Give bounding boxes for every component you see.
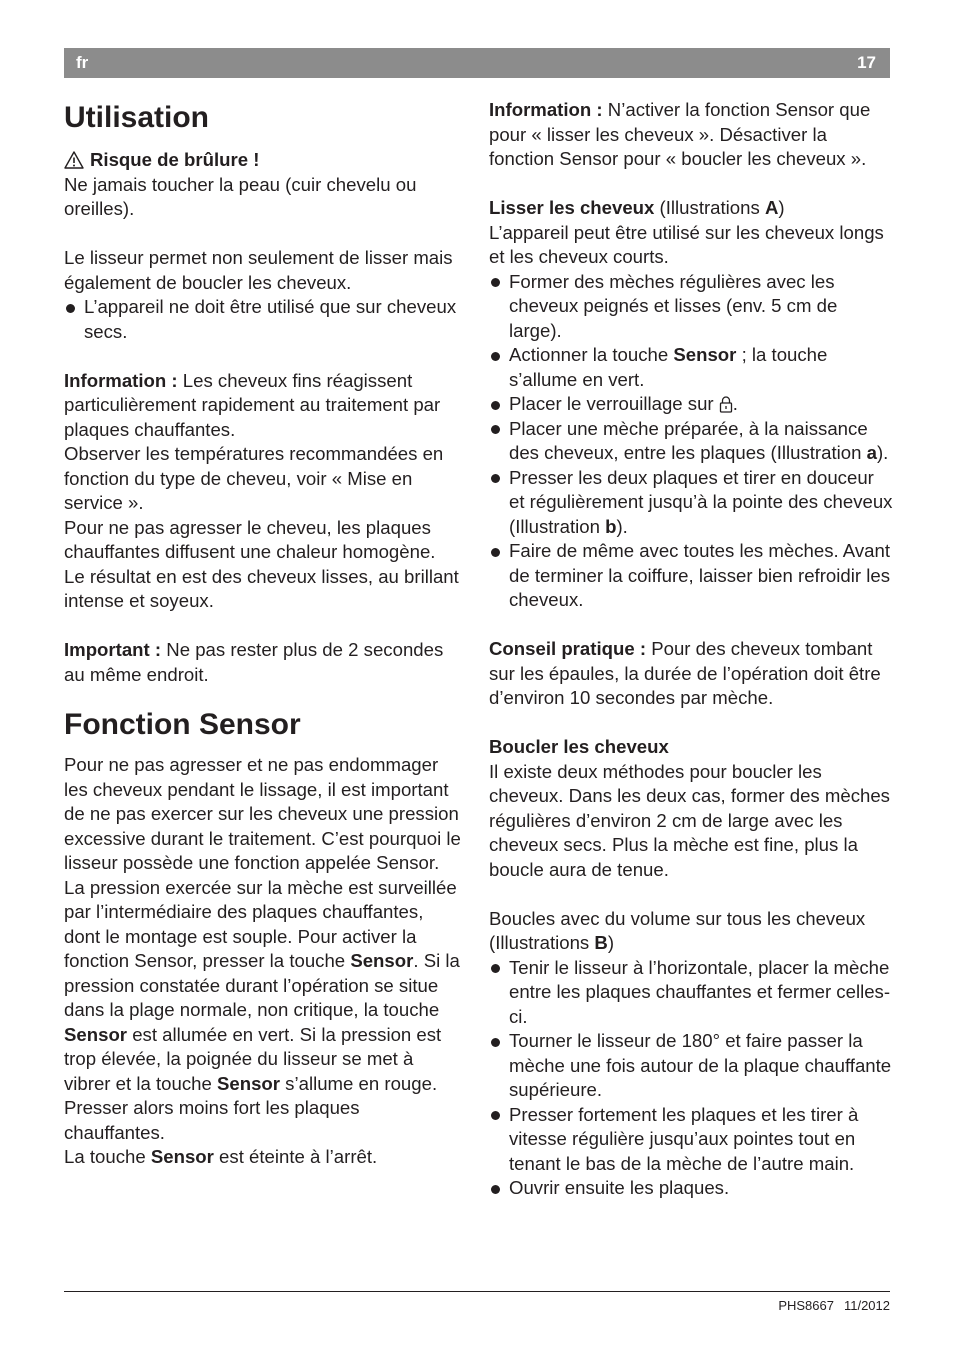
page-number: 17 (857, 53, 876, 72)
volume-text-end: ) (607, 932, 615, 953)
illustration-letter: b (605, 515, 617, 537)
curl-title: Boucler les cheveux (489, 736, 669, 757)
information-label: Information : (489, 99, 603, 120)
important-label: Important : (64, 639, 162, 660)
list-item: Ouvrir ensuite les plaques. (489, 1176, 894, 1201)
list-item: Former des mèches régulières avec les cheveux peignés et lisses (env. 5 cm de large). (489, 270, 894, 344)
step-text: Placer le verrouillage sur (509, 393, 719, 414)
list-item: L’appareil ne doit être utilisé que sur cheveux secs. (64, 295, 464, 344)
sensor-keyword: Sensor (673, 344, 737, 365)
language-code: fr (76, 53, 89, 72)
illustration-letter: a (866, 442, 877, 463)
sensor-text-2: . Si la pression constatée durant l’opération se situe dans la plage normale, non critique, la touche (64, 950, 460, 1020)
information-text: Les cheveux fins réagissent particulièrement rapidement au traitement par plaques chauffantes. (64, 369, 441, 440)
result-note: Le résultat en est des cheveux lisses, au brillant intense et soyeux. (64, 565, 459, 611)
footer-divider (64, 1291, 890, 1292)
straighten-intro: L’appareil peut être utilisé sur les cheveux longs et les cheveux courts. (489, 221, 884, 267)
step-text: ; la touche s’allume en vert. (509, 344, 828, 390)
list-item (489, 417, 894, 466)
intro-text: Le lisseur permet non seulement de lisser mais également de boucler les cheveux. (64, 247, 453, 293)
curl-heading (489, 735, 894, 760)
sensor-text-3: est allumée en vert. Si la pression est trop élevée, la poignée du lisseur se met à vibrer et la touche (64, 1023, 442, 1094)
list-item: Faire de même avec toutes les mèches. Avant de terminer la coiffure, laisser bien refroidir les cheveux. (489, 539, 894, 613)
list-item (489, 466, 894, 540)
volume-heading (489, 907, 894, 956)
straighten-heading (489, 196, 894, 221)
information-note (64, 369, 464, 443)
tip-text: Pour des cheveux tombant sur les épaules, la durée de l’opération doit être d’environ 10 secondes par mèche. (489, 638, 881, 708)
warning-heading (64, 148, 464, 173)
illustration-letter: A (764, 197, 779, 218)
illustration-letter: B (594, 932, 608, 953)
section-title-utilisation: Utilisation (64, 101, 210, 134)
sensor-off-text-1: La touche (64, 1146, 151, 1167)
illustration-ref-end: ) (778, 197, 785, 218)
sensor-information-note (489, 98, 894, 172)
step-text: ). (876, 442, 889, 463)
curl-steps (489, 956, 894, 1201)
illustration-ref: (Illustrations (654, 197, 765, 218)
step-text: Actionner la touche (509, 344, 674, 365)
page-header (64, 48, 890, 78)
temperature-note: Observer les températures recommandées en fonction du type de cheveu, voir « Mise en service ». (64, 443, 444, 513)
sensor-text-1: Pour ne pas agresser et ne pas endommager les cheveux pendant le lissage, il est important de ne pas exercer sur les cheveux une pression excessive durant le traitement. C’est pourquoi le lisseur possède une fonction appelée Sensor. La pression exercée sur la mèche est surveillée par l’intermédiaire des plaques chauffantes, dont le montage est souple. Pour activer la fonction Sensor, presser la touche (64, 754, 461, 971)
volume-text: Boucles avec du volume sur tous les cheveux (Illustrations (489, 907, 866, 953)
publication-date: 11/2012 (843, 1298, 890, 1313)
list-item: Presser fortement les plaques et les tirer à vitesse régulière jusqu’aux pointes tout en tenant le bas de la mèche de l’autre main. (489, 1103, 894, 1177)
practical-tip (489, 637, 894, 711)
sensor-text-4: s’allume en rouge. Presser alors moins fort les plaques chauffantes. (64, 1072, 438, 1143)
heat-note: Pour ne pas agresser le cheveu, les plaques chauffantes diffusent une chaleur homogène. (64, 516, 436, 562)
straighten-title: Lisser les cheveux (489, 197, 655, 218)
sensor-off-text-2: est éteinte à l’arrêt. (213, 1146, 378, 1167)
warning-triangle-icon (64, 151, 84, 169)
right-column (489, 98, 894, 1201)
warning-text: Ne jamais toucher la peau (cuir chevelu ou oreilles). (64, 173, 417, 219)
dry-hair-list (64, 295, 464, 344)
tip-label: Conseil pratique : (489, 638, 647, 659)
warning-title: Risque de brûlure ! (90, 149, 260, 170)
list-item (489, 343, 894, 392)
sensor-paragraph (64, 753, 464, 1145)
lock-icon (719, 395, 733, 413)
curl-text: Il existe deux méthodes pour boucler les cheveux. Dans les deux cas, former des mèches régulières d’environ 2 cm de large avec les cheveux secs. Plus la mèche est fine, plus la boucle aura de tenue. (489, 760, 890, 880)
step-text: ). (616, 515, 628, 537)
page-footer (778, 1298, 890, 1313)
sensor-keyword: Sensor (64, 1023, 128, 1045)
important-note (64, 638, 464, 687)
sensor-keyword: Sensor (150, 1146, 214, 1167)
important-text: Ne pas rester plus de 2 secondes au même endroit. (64, 639, 444, 685)
model-number: PHS8667 (778, 1298, 834, 1313)
sensor-keyword: Sensor (350, 950, 414, 971)
step-text: . (732, 393, 738, 414)
sensor-off-note (64, 1145, 464, 1170)
straighten-steps (489, 270, 894, 613)
step-text: Presser les deux plaques et tirer en douceur et régulièrement jusqu’à la pointe des cheveux (Illustration (509, 466, 893, 537)
section-title-sensor: Fonction Sensor (64, 708, 301, 741)
list-item (489, 392, 894, 417)
information-label: Information : (64, 369, 178, 391)
information-text: N’activer la fonction Sensor que pour « lisser les cheveux ». Désactiver la fonction Sensor pour « boucler les cheveux ». (489, 99, 871, 169)
list-item: Tourner le lisseur de 180° et faire passer la mèche une fois autour de la plaque chauffante supérieure. (489, 1029, 894, 1103)
sensor-keyword: Sensor (216, 1072, 281, 1094)
step-text: Placer une mèche préparée, à la naissance des cheveux, entre les plaques (Illustration (509, 417, 868, 463)
list-item: Tenir le lisseur à l’horizontale, placer la mèche entre les plaques chauffantes et fermer celles-ci. (489, 956, 894, 1030)
left-column (64, 98, 464, 1170)
